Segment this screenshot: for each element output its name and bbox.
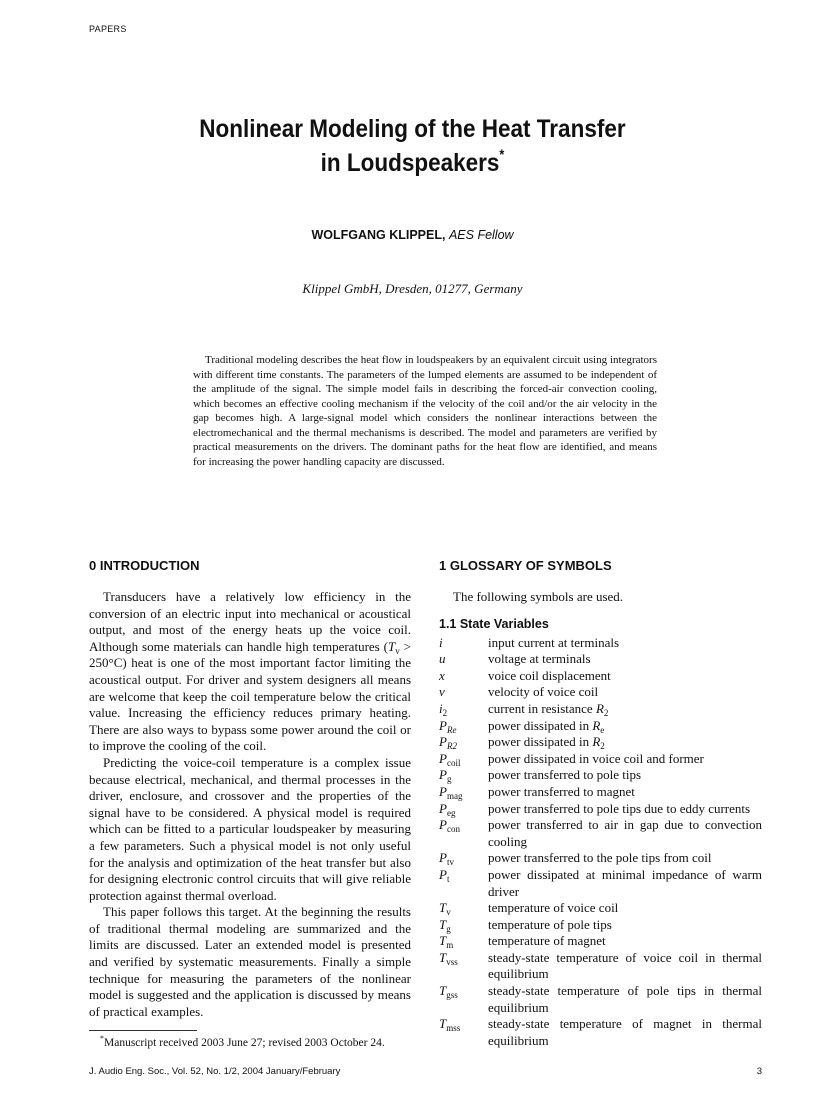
glossary-description: voice coil displacement — [488, 667, 611, 683]
footnote-text: Manuscript received 2003 June 27; revised 2003 October 24. — [104, 1037, 385, 1049]
glossary-symbol-base: P — [439, 817, 447, 833]
glossary-symbol — [439, 718, 488, 735]
author-line — [0, 228, 825, 242]
glossary-symbol-subscript: vss — [446, 956, 458, 967]
glossary-symbol-subscript — [447, 725, 457, 735]
glossary-symbol-base: P — [439, 783, 447, 799]
glossary-row — [439, 635, 762, 652]
glossary-symbol-subscript-italic: R2 — [446, 741, 457, 752]
glossary-description: velocity of voice coil — [488, 684, 599, 700]
title-footnote-marker: * — [499, 146, 505, 162]
glossary-symbol — [439, 867, 488, 900]
glossary-symbol-base: T — [439, 983, 447, 999]
glossary-symbol-subscript: 2 — [442, 707, 448, 718]
glossary-symbol — [439, 751, 488, 768]
state-variables-heading: 1.1 State Variables — [439, 616, 549, 631]
glossary-symbol — [439, 801, 488, 818]
glossary-description: power dissipated in $R_e$ — [488, 717, 605, 735]
left-column — [89, 557, 411, 1020]
glossary-symbol — [439, 684, 488, 701]
glossary-symbol-base: T — [439, 916, 447, 932]
glossary-symbol-subscript: t — [446, 873, 450, 884]
glossary-symbol — [439, 635, 488, 652]
glossary-row — [439, 933, 762, 950]
glossary-description: power dissipated at minimal impedance of warm driver — [488, 866, 762, 899]
glossary-description: power dissipated in $R_2$ — [488, 734, 605, 752]
glossary-symbol — [439, 983, 488, 1016]
glossary-symbol-base: T — [439, 1016, 447, 1032]
right-column — [439, 557, 762, 1049]
glossary-symbol — [439, 734, 488, 751]
glossary-row — [439, 867, 762, 900]
glossary-heading: 1 GLOSSARY OF SYMBOLS — [439, 558, 612, 573]
glossary-symbol-subscript — [447, 741, 457, 751]
glossary-row — [439, 751, 762, 768]
glossary-row — [439, 668, 762, 685]
intro-p1-symbol: T — [388, 638, 396, 654]
glossary-symbol-base: i — [439, 700, 443, 716]
glossary-row — [439, 900, 762, 917]
glossary-symbol-base: P — [439, 850, 447, 866]
glossary-row — [439, 651, 762, 668]
glossary-row — [439, 784, 762, 801]
title-line-2-text: in Loudspeakers — [320, 149, 500, 177]
glossary-row — [439, 983, 762, 1016]
glossary-row — [439, 817, 762, 850]
introduction-heading: 0 INTRODUCTION — [89, 558, 200, 573]
introduction-paragraph-3: This paper follows this target. At the beginning the results of traditional thermal modeling are summarized and the limits are discussed. Later an extended model is presented and verified by systematic measurements. Finally a simple technique for measuring the parameters of the nonlinear model is suggested and the application is discussed by means of practical examples. — [89, 904, 411, 1019]
glossary-symbol — [439, 1016, 488, 1049]
glossary-description: power transferred to the pole tips from coil — [488, 850, 712, 866]
affiliation: Klippel GmbH, Dresden, 01277, Germany — [302, 281, 523, 296]
intro-p1-symbol-sub: v — [395, 645, 400, 656]
introduction-paragraph-1 — [89, 589, 411, 755]
glossary-symbol-subscript: mag — [446, 790, 463, 801]
glossary-symbol-base: v — [439, 684, 445, 700]
glossary-symbol — [439, 917, 488, 934]
glossary-symbol-subscript: coil — [446, 757, 461, 768]
glossary-description: power transferred to pole tips — [488, 767, 642, 783]
glossary-symbol-subscript: con — [446, 824, 460, 835]
glossary-description: temperature of voice coil — [488, 900, 619, 916]
glossary-symbol-subscript: tv — [446, 857, 454, 868]
glossary-description: input current at terminals — [488, 634, 620, 650]
glossary-row — [439, 850, 762, 867]
glossary-symbol — [439, 668, 488, 685]
author-name: WOLFGANG KLIPPEL, — [311, 228, 446, 242]
glossary-table — [439, 635, 762, 1050]
glossary-row — [439, 1016, 762, 1049]
glossary-symbol-base: P — [439, 734, 447, 750]
intro-p1-after: > 250°C) heat is one of the most important factor limiting the acoustical output. For driver and system designers all means are welcome that keep the coil temperature below the critical value. Increasing the efficiency reduces primary heating. There are also ways to bypass some power around the coil or to improve the cooling of the coil. — [89, 638, 411, 754]
glossary-symbol — [439, 850, 488, 867]
glossary-description: power dissipated in voice coil and former — [488, 750, 704, 766]
glossary-symbol — [439, 950, 488, 983]
glossary-description: steady-state temperature of magnet in thermal equilibrium — [488, 1016, 762, 1048]
glossary-symbol — [439, 933, 488, 950]
glossary-symbol — [439, 900, 488, 917]
intro-p1-before: Transducers have a relatively low efficiency in the conversion of an electric input into mechanical or acoustical output, and most of the energy heats up the voice coil. Although some materials can handle high temperatures ( — [89, 589, 411, 654]
glossary-symbol — [439, 651, 488, 668]
glossary-symbol-subscript-italic: Re — [446, 724, 457, 735]
paper-title — [41, 112, 784, 180]
abstract: Traditional modeling describes the heat flow in loudspeakers by an equivalent circuit using integrators with different time constants. The parameters of the lumped elements are assumed to be independent of the amplitude of the signal. The simple model fails in describing the forced-air convection cooling, which becomes an effective cooling mechanism if the velocity of the coil and/or the air velocity in the gap becomes high. A large-signal model which considers the nonlinear interactions between the electromechanical and the thermal mechanisms is described. The model and parameters are verified by practical measurements on the drivers. The dominant paths for the heat flow are identified, and means for increasing the power handling capacity are discussed. — [193, 354, 657, 468]
glossary-symbol-base: T — [439, 900, 447, 916]
glossary-row — [439, 801, 762, 818]
glossary-description: power transferred to air in gap due to convection cooling — [488, 817, 762, 849]
footnote-rule — [89, 1030, 197, 1031]
glossary-symbol-base: T — [439, 949, 447, 965]
glossary-symbol-subscript: mss — [446, 1023, 461, 1034]
glossary-row — [439, 734, 762, 751]
glossary-row — [439, 767, 762, 784]
glossary-description: temperature of magnet — [488, 933, 606, 949]
glossary-description: steady-state temperature of voice coil in thermal equilibrium — [488, 949, 762, 982]
glossary-row — [439, 950, 762, 983]
glossary-symbol — [439, 767, 488, 784]
running-head: PAPERS — [89, 24, 127, 34]
glossary-description: voltage at terminals — [488, 651, 591, 667]
title-line-2 — [41, 146, 784, 180]
glossary-symbol-base: u — [439, 651, 446, 667]
glossary-symbol-subscript: v — [446, 907, 451, 918]
glossary-symbol — [439, 701, 488, 718]
introduction-paragraph-2: Predicting the voice-coil temperature is a complex issue because electrical, mechanical, and thermal processes in the driver, enclosure, and crossover and the properties of the signal have to be considered. A physical model is required which can be fitted to a particular loudspeaker by measuring a few parameters. Such a physical model is not only useful for the analysis and optimization of the heat transfer but also for designing electronic control circuits that will give reliable protection against thermal overload. — [89, 754, 411, 903]
glossary-symbol-base: P — [439, 800, 447, 816]
footnote-marker: * — [100, 1034, 104, 1043]
author-role: AES Fellow — [448, 228, 514, 242]
glossary-description: steady-state temperature of pole tips in thermal equilibrium — [488, 983, 762, 1015]
glossary-intro: The following symbols are used. — [453, 589, 624, 604]
footnote — [100, 1034, 385, 1049]
glossary-description: temperature of pole tips — [488, 916, 612, 932]
glossary-row — [439, 917, 762, 934]
glossary-symbol-subscript: gss — [446, 990, 458, 1001]
glossary-description: current in resistance $R_2$ — [488, 700, 609, 718]
glossary-symbol-subscript: eg — [446, 807, 456, 818]
glossary-symbol-base: x — [439, 667, 445, 683]
glossary-symbol-base: P — [439, 767, 447, 783]
glossary-row — [439, 701, 762, 718]
glossary-description: power transferred to magnet — [488, 783, 635, 799]
title-line-1: Nonlinear Modeling of the Heat Transfer — [199, 115, 626, 143]
glossary-symbol-subscript: g — [446, 923, 451, 934]
glossary-symbol-base: P — [439, 717, 447, 733]
glossary-symbol-base: i — [439, 634, 443, 650]
glossary-symbol — [439, 817, 488, 850]
glossary-symbol-subscript: m — [446, 940, 454, 951]
glossary-symbol-subscript: g — [446, 774, 452, 785]
glossary-row — [439, 718, 762, 735]
glossary-symbol-base: P — [439, 750, 447, 766]
journal-footer: J. Audio Eng. Soc., Vol. 52, No. 1/2, 2004 January/February — [89, 1066, 341, 1077]
page-number: 3 — [756, 1066, 762, 1077]
glossary-symbol — [439, 784, 488, 801]
glossary-row — [439, 684, 762, 701]
glossary-description: power transferred to pole tips due to eddy currents — [488, 800, 751, 816]
glossary-symbol-base: T — [439, 933, 447, 949]
glossary-symbol-base: P — [439, 866, 447, 882]
